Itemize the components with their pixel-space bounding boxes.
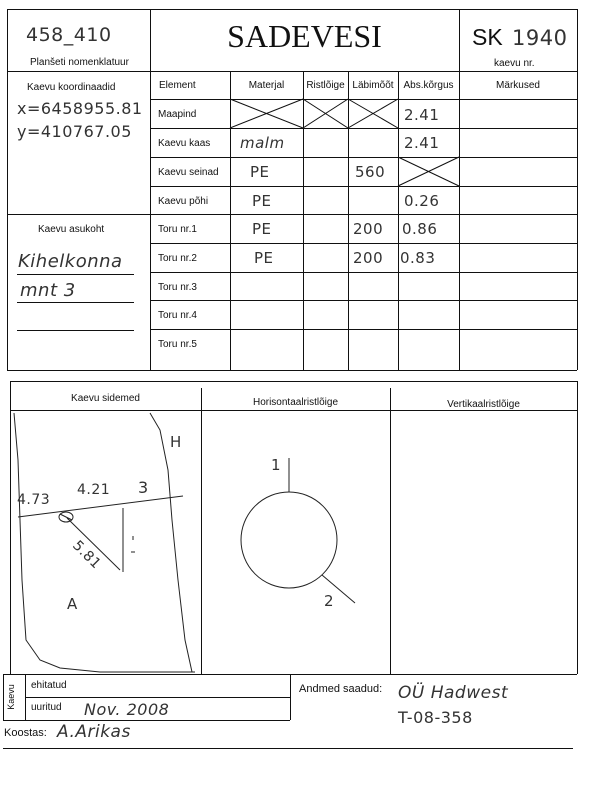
col-abs: Abs.kõrgus [403, 80, 454, 91]
form-title: SADEVESI [227, 18, 382, 54]
location-line2: mnt 3 [20, 280, 76, 301]
abs-value: 0.83 [400, 249, 436, 267]
row-element: Maapind [158, 109, 197, 120]
row-element: Toru nr.1 [158, 224, 197, 235]
material-value: PE [250, 163, 270, 181]
col-element: Element [159, 80, 196, 91]
material-value: PE [254, 249, 274, 267]
abs-value: 2.41 [404, 106, 440, 124]
house-number: 3 [138, 478, 149, 497]
row-element: Toru nr.3 [158, 282, 197, 293]
row-element: Toru nr.2 [158, 253, 197, 264]
row-element: Kaevu kaas [158, 138, 211, 149]
coord-x: x=6458955.81 [17, 99, 143, 118]
material-value: PE [252, 192, 272, 210]
uuritud-value: Nov. 2008 [84, 700, 170, 719]
koostas-value: A.Arikas [57, 722, 131, 742]
vertikaal-label: Vertikaalristlõige [447, 399, 520, 410]
andmed-label: Andmed saadud: [299, 683, 383, 695]
diameter-value: 200 [353, 249, 384, 267]
koostas-label: Koostas: [4, 727, 47, 739]
nomenclature-label: Planšeti nomenklatuur [30, 57, 129, 68]
tie-distance-2: 4.21 [77, 482, 111, 498]
row-element: Toru nr.4 [158, 310, 197, 321]
tie-distance-1: 4.73 [17, 492, 51, 508]
location-label: Kaevu asukoht [38, 224, 105, 235]
row-element: Kaevu põhi [158, 196, 209, 207]
col-diameter: Läbimõõt [352, 80, 394, 91]
abs-value: 2.41 [404, 134, 440, 152]
north-label: H [170, 433, 182, 451]
pipe-2-label: 2 [324, 592, 335, 610]
row-element: Toru nr.5 [158, 339, 197, 350]
coord-y: y=410767.05 [17, 122, 132, 141]
tie-distance-3: 5.81 [69, 537, 104, 573]
kaevu-label: Kaevu [5, 684, 16, 710]
well-label: kaevu nr. [494, 58, 535, 69]
diameter-value: 560 [355, 163, 386, 181]
ehitatud-label: ehitatud [31, 680, 67, 691]
uuritud-label: uuritud [31, 702, 62, 713]
diameter-value: 200 [353, 220, 384, 238]
andmed-value-2: T-08-358 [398, 708, 473, 727]
abs-value: 0.86 [402, 220, 438, 238]
coords-label: Kaevu koordinaadid [27, 82, 116, 93]
material-value: PE [252, 220, 272, 238]
sidemed-label: Kaevu sidemed [71, 393, 140, 404]
material-value: malm [240, 134, 285, 152]
col-notes: Märkused [496, 80, 540, 91]
col-material: Materjal [248, 80, 285, 91]
nomenclature-value: 458_410 [26, 24, 112, 46]
row-element: Kaevu seinad [158, 167, 219, 178]
col-cross: Ristlõige [306, 80, 345, 91]
point-label: A [67, 595, 78, 613]
abs-value: 0.26 [404, 192, 440, 210]
well-prefix: SK [472, 24, 503, 50]
pipe-1-label: 1 [271, 456, 282, 474]
location-line1: Kihelkonna [18, 251, 123, 272]
horisontaal-label: Horisontaalristlõige [252, 397, 339, 408]
well-number: 1940 [512, 26, 568, 50]
andmed-value-1: OÜ Hadwest [398, 683, 509, 703]
